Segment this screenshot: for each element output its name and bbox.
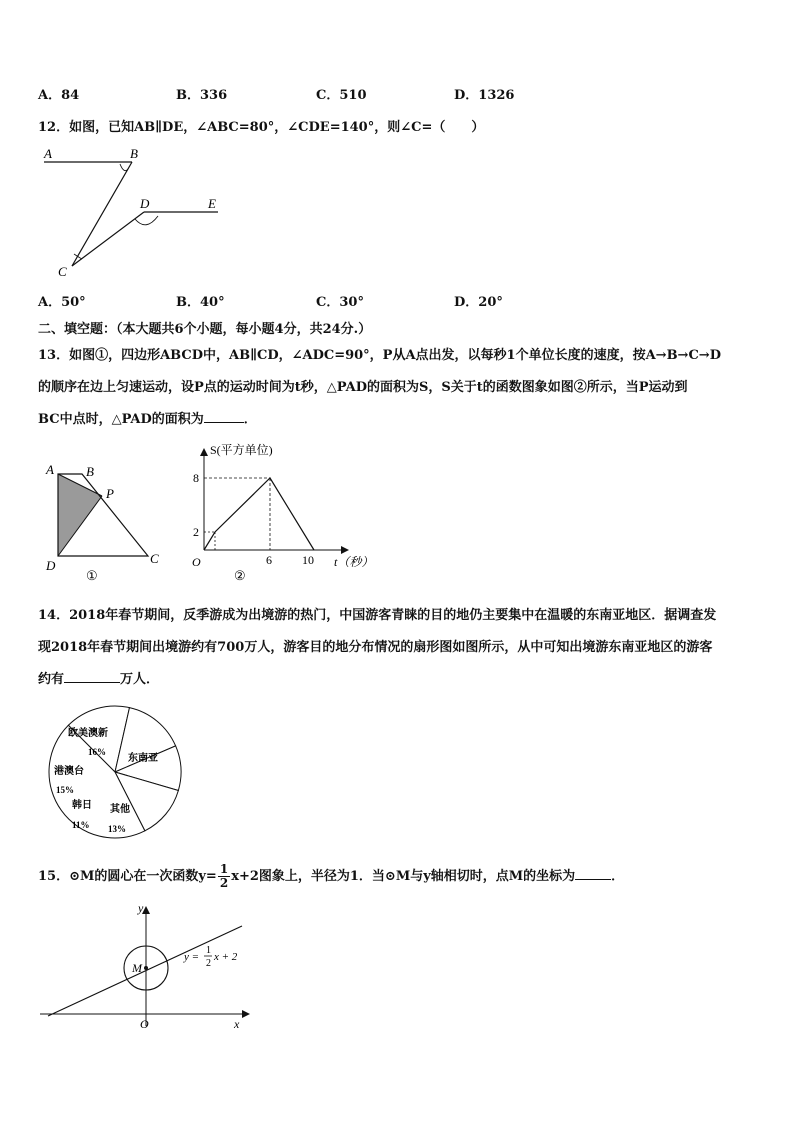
label-b: B xyxy=(130,146,138,161)
q13-answer-blank[interactable] xyxy=(204,410,244,423)
fig2-xtick-10: 10 xyxy=(302,553,314,567)
q14-line2: 现2018年春节期间出境游约有700万人，游客目的地分布情况的扇形图如图所示，从中可知出境游东南亚地区的游客 xyxy=(38,640,713,655)
q13-line3-text: BC中点时，△PAD的面积为 xyxy=(38,412,204,427)
q15-x-arrow xyxy=(242,1010,250,1018)
q12-option-b: B．40° xyxy=(176,295,225,310)
q13-line3-end: ． xyxy=(243,412,257,427)
pie-value-oumei: 16% xyxy=(88,747,106,757)
q12-option-a: A．50° xyxy=(38,295,86,310)
q15-figure xyxy=(36,898,256,1038)
q15-label-m: M xyxy=(132,961,142,975)
q13-figure2 xyxy=(186,436,386,584)
label-e: E xyxy=(208,196,216,211)
shaded-triangle-pad xyxy=(58,474,102,556)
q12-option-c: C．30° xyxy=(316,295,364,310)
line-cd xyxy=(72,212,144,266)
line-bc xyxy=(72,162,132,266)
q15-frac-num: 1 xyxy=(219,862,229,876)
q15-stem xyxy=(38,859,624,895)
pie-label-qita: 其他 xyxy=(110,804,130,815)
q15-text-suffix: x+2图象上，半径为1．当⊙M与y轴相切时，点M的坐标为 xyxy=(231,869,576,884)
q15-label-x: x xyxy=(234,1017,240,1031)
fig2-x-label: t（秒） xyxy=(334,555,374,569)
q15-eq-prefix: y = xyxy=(184,951,200,963)
angle-d-arc xyxy=(135,216,158,225)
fig2-xtick-6: 6 xyxy=(266,553,272,567)
q13-line2: 的顺序在边上匀速运动，设P点的运动时间为t秒，△PAD的面积为S，S关于t的函数图象如图②所示，当P运动到 xyxy=(38,380,688,395)
fig2-graph-line xyxy=(204,478,314,550)
pie-label-oumei: 欧美澳新 xyxy=(68,728,108,739)
pie-label-gangaotai: 港澳台 xyxy=(54,766,84,777)
fig2-x-arrow xyxy=(341,546,349,554)
q15-text-end: ． xyxy=(611,869,625,884)
q15-eq-suffix: x + 2 xyxy=(214,951,238,963)
pie-label-hanri: 韩日 xyxy=(72,800,92,811)
pie-value-hanri: 11% xyxy=(72,820,90,830)
fig1-label-a: A xyxy=(46,462,54,477)
q15-label-o: O xyxy=(140,1017,149,1031)
q15-line xyxy=(48,926,242,1016)
fig2-y-arrow xyxy=(200,448,208,456)
fig1-label-d: D xyxy=(46,558,56,573)
q15-label-y: y xyxy=(138,901,144,915)
pie-value-gangaotai: 15% xyxy=(56,785,74,795)
q11-option-b: B．336 xyxy=(176,88,228,103)
q11-option-d: D．1326 xyxy=(454,88,515,103)
q15-fraction xyxy=(218,863,230,890)
q14-line3 xyxy=(38,668,159,687)
q14-line1: 14．2018年春节期间，反季游成为出境游的热门，中国游客青睐的目的地仍主要集中在温暖的东南亚地区．据调查发 xyxy=(38,608,717,623)
q11-option-a: A．84 xyxy=(38,88,80,103)
label-c: C xyxy=(58,264,67,279)
q14-line3-text: 约有 xyxy=(38,672,65,687)
label-d: D xyxy=(140,196,150,211)
q11-option-c: C．510 xyxy=(316,88,367,103)
fig2-origin: O xyxy=(192,555,201,569)
q15-answer-blank[interactable] xyxy=(575,867,611,880)
fig1-label-c: C xyxy=(150,551,159,566)
q15-center-m xyxy=(144,966,148,970)
fig2-caption: ② xyxy=(234,568,246,583)
q12-option-d: D．20° xyxy=(454,295,503,310)
q13-line1: 13．如图①，四边形ABCD中，AB∥CD，∠ADC=90°，P从A点出发，以每秒1个单位长度的速度，按A→B→C→D xyxy=(38,348,721,363)
section2-title: 二、填空题：（本大题共6个小题，每小题4分，共24分.） xyxy=(38,322,372,337)
q13-figure1 xyxy=(40,460,180,584)
fig2-y-label: S(平方单位) xyxy=(210,443,273,457)
label-a: A xyxy=(44,146,52,161)
q13-line3 xyxy=(38,408,257,427)
fig1-caption: ① xyxy=(86,568,98,583)
q15-text-prefix: 15．⊙M的圆心在一次函数y= xyxy=(38,869,217,884)
q14-pie-chart xyxy=(42,704,202,844)
pie-label-dongnanya: 东南亚 xyxy=(128,753,158,764)
angle-b-arc xyxy=(120,164,128,171)
fig2-ytick-2: 2 xyxy=(193,525,199,539)
q12-figure xyxy=(36,142,236,282)
q12-stem: 12．如图，已知AB∥DE，∠ABC=80°，∠CDE=140°，则∠C=（ ） xyxy=(38,120,485,135)
pie-value-qita: 13% xyxy=(108,824,126,834)
q15-frac-den: 2 xyxy=(219,876,229,890)
fig2-ytick-8: 8 xyxy=(193,471,199,485)
q15-eq-den: 2 xyxy=(206,958,211,969)
fig1-label-p: P xyxy=(106,486,114,501)
q14-answer-blank[interactable] xyxy=(64,670,120,683)
fig1-label-b: B xyxy=(86,464,94,479)
q15-eq-num: 1 xyxy=(206,945,211,956)
q14-line3-end: 万人． xyxy=(120,672,160,687)
